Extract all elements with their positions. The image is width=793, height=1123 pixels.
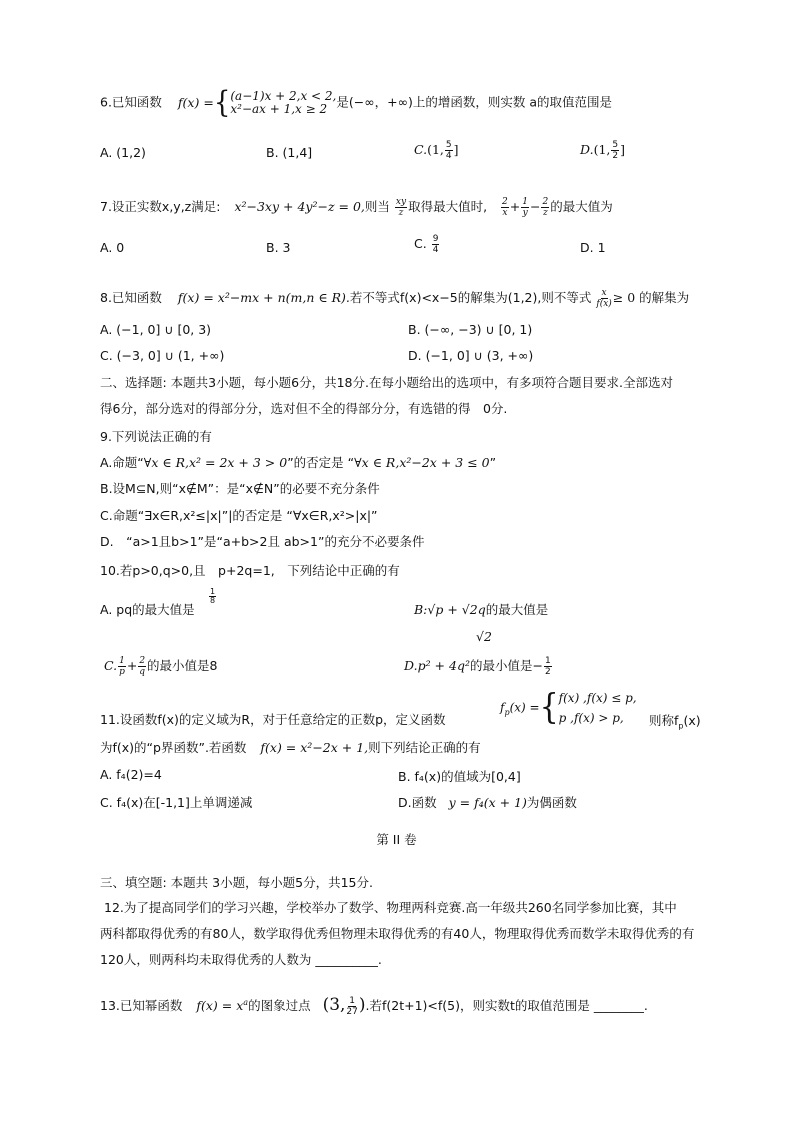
q7-f1-den: z [398, 208, 404, 218]
q11-fp-sub: p [504, 708, 510, 717]
q9-a-math1: ∀x ∈ R,x² = 2x + 3 > 0 [143, 455, 288, 470]
q7-frac2 [501, 197, 509, 218]
q6-d-label: D. [580, 142, 594, 157]
q6-case1: (a−1)x + 2,x < 2, [230, 89, 337, 103]
q10-c-f1-den: p [119, 667, 125, 677]
q11-stem-tail [649, 711, 701, 731]
q6-d-num: 5 [612, 140, 619, 150]
q10-a-den: 8 [210, 596, 216, 605]
q11-fp: f [500, 700, 505, 715]
q8-stem-pre: 8.已知函数 [100, 290, 162, 305]
q8-f-den: f(x) [596, 299, 612, 309]
q13-mid: 的图象过点 [248, 998, 311, 1014]
q7-option-c [414, 234, 440, 255]
q7-c-label: C. [414, 236, 427, 251]
q6-option-b: B. (1,4] [266, 145, 313, 160]
q11-tail1: 则称f [649, 713, 679, 728]
q10-option-d [404, 656, 553, 677]
q9-a-post: ” [489, 455, 497, 470]
q10-a-text: A. pq的最大值是 [100, 602, 195, 617]
q11-option-c: C. f₄(x)在[-1,1]上单调递减 [100, 795, 253, 810]
q11-fp-arg: (x) = [509, 700, 540, 715]
q13-tail: .若f(2t+1)<f(5)，则实数t的取值范围是 [365, 998, 590, 1014]
q11-d-pre: D.函数 [398, 795, 437, 810]
q7-f4-num: 2 [542, 197, 549, 207]
q13-stem-pre: 13.已知幂函数 [100, 998, 183, 1014]
q7-c-frac [432, 234, 440, 255]
q8-f-num: x [601, 288, 607, 298]
q6-c-num: 5 [445, 140, 452, 150]
q10-b-tail: 的最大值是 [485, 602, 549, 617]
q11-option-b: B. f₄(x)的值域为[0,4] [398, 769, 521, 784]
q11-line2 [100, 739, 481, 757]
q12-line1: 12.为了提高同学们的学习兴趣，学校举办了数学、物理两科竞赛.高一年级共260名同学参加比赛，其中 [104, 900, 677, 915]
q11-case1: f(x) ,f(x) ≤ p, [558, 691, 637, 705]
q6-c-frac [445, 140, 453, 161]
q11-cases [559, 688, 637, 728]
q11-tail2: (x) [683, 713, 701, 728]
q10-c-tail: 的最小值是8 [147, 658, 218, 673]
q7-f4-den: z [542, 208, 548, 218]
q7-f3-den: y [522, 208, 528, 218]
q8-option-a: A. (−1, 0] ∪ [0, 3) [100, 322, 212, 337]
q12-blank: __________. [315, 952, 382, 967]
q10-c-f2-den: q [139, 667, 146, 677]
q8-tail: ≥ 0 的解集为 [612, 290, 690, 305]
q7-f2-den: x [502, 208, 508, 218]
part2-title: 第 II 卷 [376, 832, 417, 847]
q13-blank: ________. [593, 998, 648, 1014]
q9-option-d: D. “a>1且b>1”是“a+b>2且 ab>1”的充分不必要条件 [100, 534, 425, 549]
q7-frac3 [521, 197, 529, 218]
q11-line2-pre: 为f(x)的“p界函数”.若函数 [100, 740, 247, 755]
q6-option-a: A. (1,2) [100, 145, 146, 160]
q10-d-label: D. [404, 658, 418, 673]
q10-c-plus: + [126, 658, 138, 673]
q10-d-expr: p² + 4q² [417, 658, 470, 673]
q8-option-c: C. (−3, 0] ∪ (1, +∞) [100, 348, 225, 363]
q7-mid: 取得最大值时, [408, 199, 488, 214]
q10-c-frac1 [118, 656, 126, 677]
q10-c-label: C. [104, 658, 118, 673]
q6-d-right: ] [620, 142, 625, 157]
q6-stem [100, 85, 613, 121]
section3-title: 三、填空题: 本题共 3小题，每小题5分，共15分. [100, 875, 373, 890]
q13-pt-post: ) [358, 995, 366, 1016]
q9-a-math2: ∀x ∈ R,x²−2x + 3 ≤ 0 [354, 455, 490, 470]
q7-frac1 [395, 197, 407, 218]
q6-d-left: (1, [593, 142, 611, 157]
q10-option-b [414, 601, 548, 619]
q10-d-num: 1 [544, 656, 551, 666]
q11-d-expr: y = f₄(x + 1) [448, 795, 527, 810]
q6-option-c [414, 140, 459, 161]
q11-line2-fx: f(x) = x²−2x + 1, [260, 740, 369, 755]
q10-stem: 10.若p>0,q>0,且 p+2q=1, 下列结论中正确的有 [100, 563, 400, 578]
q7-minus: − [529, 199, 541, 214]
q12-line3-text: 120人，则两科均未取得优秀的人数为 [100, 952, 312, 967]
q10-c-f2-num: 2 [139, 656, 146, 666]
q11-d-post: 为偶函数 [526, 795, 577, 810]
q8-mid: 若不等式f(x)<x−5的解集为(1,2),则不等式 [349, 290, 592, 305]
q6-c-den: 4 [445, 151, 452, 161]
q10-a-num: 1 [210, 587, 216, 596]
q13-pt-pre: (3, [322, 995, 346, 1016]
q7-f1-num: xy [395, 197, 407, 207]
q7-tail: 的最大值为 [550, 199, 613, 214]
q10-b-label: B: [414, 602, 428, 617]
q6-fx: f(x) = [177, 94, 214, 110]
q11-tail-sub: p [678, 721, 684, 731]
q11-option-a: A. f₄(2)=4 [100, 767, 162, 782]
q6-c-right: ] [453, 142, 459, 157]
q10-d-tail: 的最小值是− [469, 658, 543, 673]
q7-c-num: 9 [432, 234, 439, 244]
q6-stem-pre: 6.已知函数 [100, 94, 162, 110]
q12-line3 [100, 951, 382, 969]
q10-c-f1-num: 1 [119, 656, 125, 666]
q7-c-den: 4 [432, 245, 439, 255]
q7-option-a: A. 0 [100, 240, 125, 255]
q6-d-den: 2 [612, 151, 619, 161]
q11-fp-definition [500, 688, 637, 728]
q11-line2-post: 则下列结论正确的有 [368, 740, 481, 755]
q6-cases [230, 90, 336, 116]
q6-case2: x²−ax + 1,x ≥ 2 [230, 102, 328, 116]
q8-option-b: B. (−∞, −3) ∪ [0, 1) [408, 322, 533, 337]
q10-d-frac [544, 656, 552, 677]
q6-stem-post: 是(−∞，+∞)上的增函数，则实数 a的取值范围是 [336, 94, 613, 110]
q13-pt-frac [346, 996, 357, 1017]
q6-brace: { [213, 85, 231, 121]
q11-case2: p ,f(x) > p, [558, 711, 624, 725]
q9-option-c: C.命题“∃x∈R,x²≤|x|”|的否定是 “∀x∈R,x²>|x|” [100, 508, 378, 523]
q10-b-value: √2 [476, 629, 492, 644]
q7-then: 则当 [364, 199, 390, 214]
q9-a-mid: ”的否定是 “ [287, 455, 355, 470]
q13-pt-den: 27 [346, 1007, 358, 1018]
q8-stem [100, 288, 689, 309]
q7-f2-num: 2 [502, 197, 508, 207]
q13-fx: f(x) = x [196, 998, 244, 1014]
q7-stem [100, 197, 613, 218]
q10-d-den: 2 [544, 667, 551, 677]
q10-a-frac [208, 588, 217, 605]
q7-eq: x²−3xy + 4y²−z = 0, [234, 199, 365, 214]
section2-line1: 二、选择题: 本题共3小题，每小题6分，共18分.在每小题给出的选项中，有多项符合题目要求.全部选对 [100, 375, 673, 390]
q9-option-b: B.设M⊆N,则“x∉M”：是“x∉N”的必要不充分条件 [100, 481, 380, 496]
q10-b-expr: √p + √2q [427, 602, 486, 617]
q13-pt-num: 1 [349, 996, 356, 1007]
q6-c-left: (1, [427, 142, 444, 157]
q12-line2: 两科都取得优秀的有80人，数学取得优秀但物理未取得优秀的有40人，物理取得优秀而数学未取得优秀的有 [100, 926, 695, 941]
q9-a-pre: A.命题“ [100, 455, 144, 470]
q6-option-d [580, 140, 625, 161]
q8-frac [596, 288, 611, 309]
q13-fx-sup: a [243, 998, 249, 1007]
q7-option-b: B. 3 [266, 240, 291, 255]
q9-stem: 9.下列说法正确的有 [100, 429, 212, 444]
q10-option-c [104, 656, 218, 677]
section2-line2: 得6分，部分选对的得部分分，选对但不全的得部分分，有选错的得 0分. [100, 401, 508, 416]
q11-brace: { [539, 687, 559, 728]
q10-option-a [100, 601, 195, 619]
q6-d-frac [611, 140, 619, 161]
q7-plus: + [509, 199, 521, 214]
q7-stem-pre: 7.设正实数x,y,z满足: [100, 199, 221, 214]
q13-stem [100, 994, 648, 1017]
q9-option-a [100, 454, 496, 472]
q11-stem: 11.设函数f(x)的定义域为R，对于任意给定的正数p，定义函数 [100, 712, 446, 727]
q8-option-d: D. (−1, 0] ∪ (3, +∞) [408, 348, 534, 363]
q11-option-d [398, 793, 577, 811]
q7-option-d: D. 1 [580, 240, 606, 255]
q7-frac4 [541, 197, 549, 218]
q10-c-frac2 [138, 656, 146, 677]
q6-c-label: C. [414, 142, 428, 157]
q7-f3-num: 1 [522, 197, 528, 207]
q8-fx: f(x) = x²−mx + n(m,n ∈ R). [177, 290, 350, 305]
